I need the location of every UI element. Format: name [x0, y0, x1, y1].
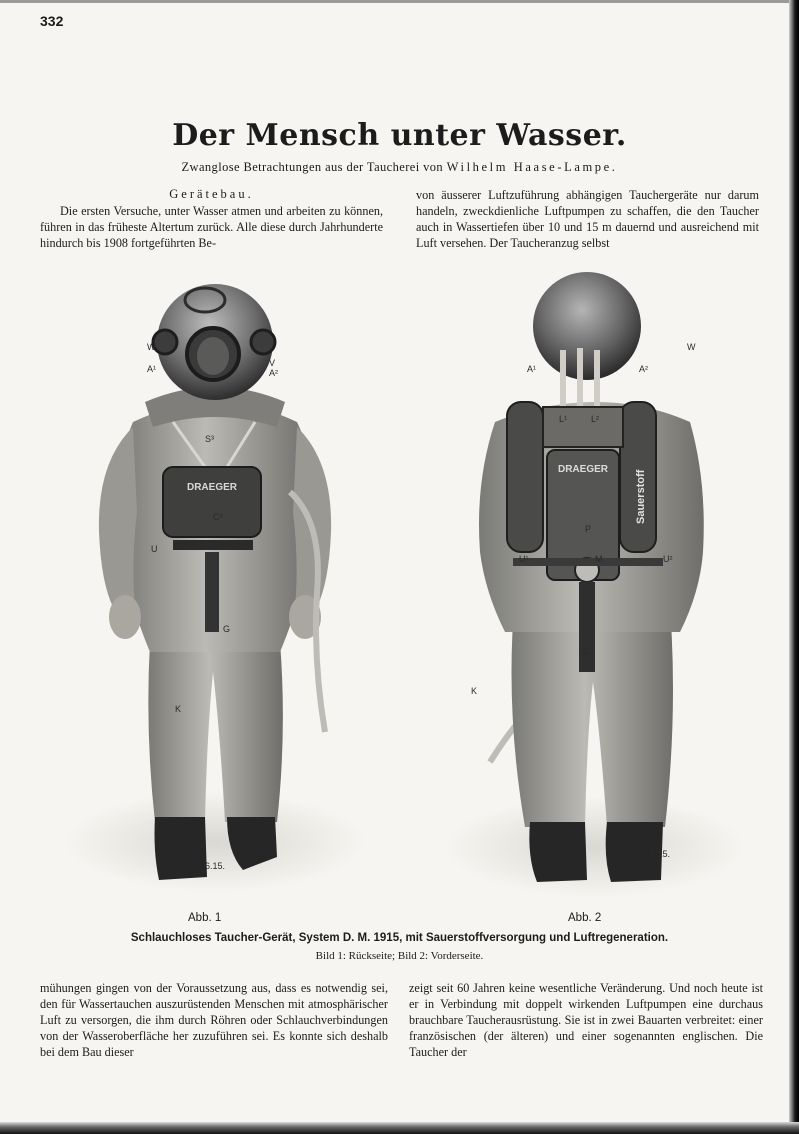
subtitle-prefix: Zwanglose Betrachtungen aus der Taucherei von	[181, 160, 444, 174]
crotch-strap	[579, 582, 595, 672]
paragraph-left-top: Die ersten Versuche, unter Wasser atmen und arbeiten zu können, führen in das früheste Altertum zurück. Alle diese durch Jahrhunderte hindurch bis 1908 fortgeführten Be-	[40, 204, 383, 250]
left-arm	[99, 427, 137, 607]
floor-shadow	[65, 792, 365, 892]
figure-1-label: Abb. 1	[188, 912, 222, 924]
section-heading: Gerätebau.	[169, 187, 254, 201]
cylinder-label: Sauerstoff	[635, 469, 647, 524]
figure-subcaption: Bild 1: Rückseite; Bild 2: Vorderseite.	[315, 950, 484, 962]
oxygen-cylinder-left	[507, 402, 543, 552]
belt-valve	[513, 558, 663, 566]
figure-1-reference-mark: A²	[269, 368, 278, 378]
figure-1-reference-mark: K	[175, 704, 182, 714]
paragraph-right-bottom: zeigt seit 60 Jahren keine wesentliche Veränderung. Und noch heute ist er in Verbindung mit doppelt wirkenden Luftpumpen eine durchaus brauchbare Taucherausrüstung. Sie ist in zwei Bauarten verbreitet: einer französischen (der älteren) und einer sogenannten englischen. Die Taucher der	[409, 981, 763, 1059]
figure-2-reference-mark: L¹	[559, 414, 568, 424]
diver-back-illustration	[435, 262, 755, 902]
figure-2-label: Abb. 2	[568, 912, 602, 924]
page-bottom-edge	[0, 1122, 799, 1134]
figure-1-reference-mark: U	[151, 544, 158, 554]
figure-caption: Schlauchloses Taucher-Gerät, System D. M. 1915, mit Sauerstoffversorgung und Luftregeneration.	[130, 932, 669, 944]
diver-front-illustration	[55, 262, 375, 902]
figure-1-diver-front	[55, 262, 375, 902]
figure-2-reference-mark: W	[687, 342, 696, 352]
figure-1-reference-mark: G	[223, 624, 231, 634]
author-name: Wilhelm Haase-Lampe.	[446, 160, 618, 174]
left-boot	[529, 822, 587, 882]
page-number: 332	[40, 13, 64, 29]
text-column-right-bottom	[409, 980, 763, 1060]
regeneration-unit-label: DRAEGER	[557, 464, 609, 475]
figure-2-reference-mark: U²	[663, 554, 673, 564]
figure-1-stamp: 6.15.	[205, 861, 226, 871]
figure-1-reference-mark: S³	[205, 434, 214, 444]
left-glove	[109, 595, 141, 639]
text-column-left-top	[40, 186, 383, 251]
helmet-side-window-right	[251, 330, 275, 354]
figure-1-reference-mark: W	[147, 342, 156, 352]
floor-shadow	[445, 797, 745, 897]
valve-block	[543, 407, 623, 447]
helmet	[533, 272, 641, 380]
figure-2-reference-mark: P	[585, 524, 592, 534]
figure-1-reference-mark: C³	[213, 512, 223, 522]
figure-2-diver-back	[435, 262, 755, 902]
page-top-edge	[0, 0, 799, 3]
figure-2-reference-mark: A¹	[527, 364, 536, 374]
figure-1-reference-mark: A¹	[147, 364, 156, 374]
figure-2-stamp: 6.15.	[650, 849, 671, 859]
article-subtitle	[0, 160, 799, 175]
crotch-strap	[205, 552, 219, 632]
figure-2-reference-mark: A²	[639, 364, 648, 374]
text-column-left-bottom	[40, 980, 388, 1060]
helmet-side-window-left	[153, 330, 177, 354]
draeger-unit	[163, 467, 261, 537]
figure-2-reference-mark: K	[471, 686, 478, 696]
left-boot	[155, 817, 208, 880]
paragraph-right-top: von äusserer Luftzuführung abhängigen Tauchergeräte nur darum handeln, zweckdienliche Luftpumpen zu schaffen, die den Taucher auch in Wassertiefen über 10 und 15 m dauernd und ausreichend mit Luft versehen. Der Taucheranzug selbst	[416, 188, 759, 250]
diver-face	[197, 337, 229, 375]
figure-1-reference-mark: V	[269, 358, 276, 368]
article-title: Der Mensch unter Wasser.	[172, 118, 627, 153]
figure-2-reference-mark: G	[583, 646, 591, 656]
figure-2-reference-mark: U¹	[519, 554, 529, 564]
figure-2-reference-mark: M	[595, 554, 603, 564]
right-arm	[293, 427, 331, 607]
figure-2-reference-mark: L²	[591, 414, 600, 424]
draeger-unit-label: DRAEGER	[186, 482, 238, 493]
paragraph-left-bottom: mühungen gingen von der Voraussetzung aus, dass es notwendig sei, den für Wassertauchen auszurüstenden Menschen mit atmosphärischer Luft zu versorgen, die ihm durch Röhren oder Schlauchverbindungen von der Wasseroberfläche her zuzuführen sei. Es konnte sich deshalb bei dem Bau dieser	[40, 981, 388, 1059]
belt-valve	[173, 540, 253, 550]
text-column-right-top	[416, 187, 759, 251]
